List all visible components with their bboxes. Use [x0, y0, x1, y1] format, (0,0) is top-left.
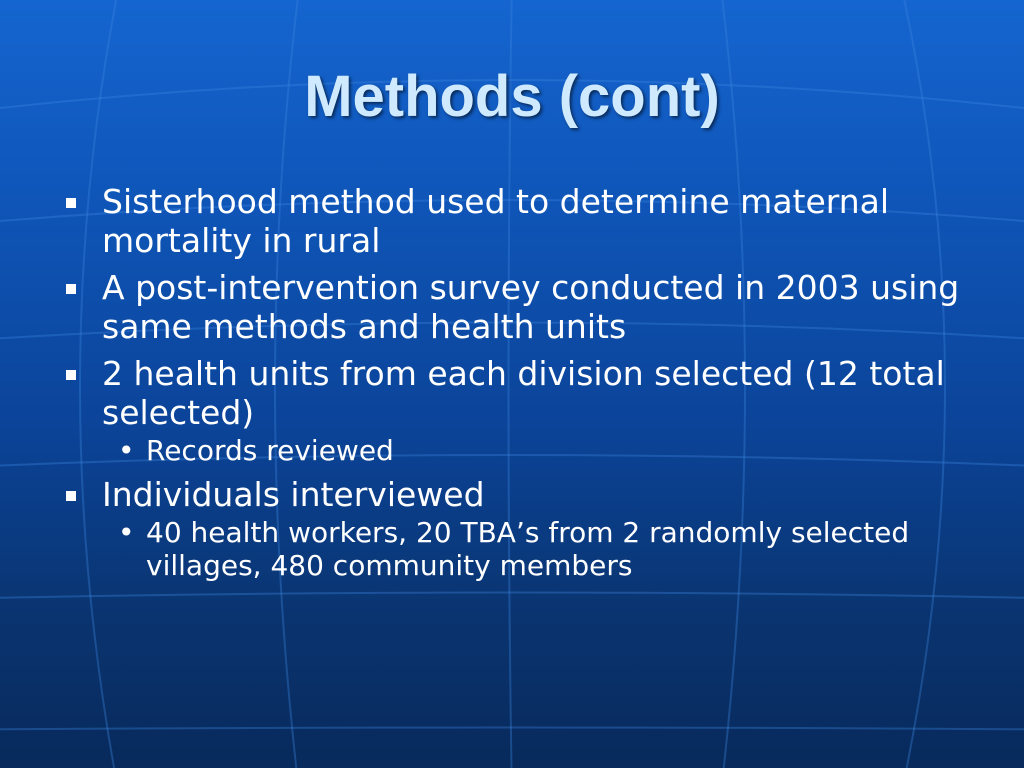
- sub-bullet-item: [60, 516, 960, 582]
- slide-title: Methods (cont): [304, 64, 720, 129]
- bullet-text: A post-intervention survey conducted in 2003 using same methods and health units: [102, 268, 960, 346]
- bullet-text: Sisterhood method used to determine maternal mortality in rural: [102, 182, 890, 260]
- bullet-list: [60, 182, 960, 590]
- bullet-item: [60, 475, 960, 514]
- sub-bullet-item: [60, 434, 960, 467]
- bullet-item: [60, 268, 960, 346]
- bullet-item: [60, 182, 960, 260]
- square-bullet-icon: [66, 198, 76, 208]
- bullet-text: Individuals interviewed: [102, 475, 485, 514]
- square-bullet-icon: [66, 284, 76, 294]
- square-bullet-icon: [66, 370, 76, 380]
- bullet-item: [60, 354, 960, 432]
- round-dot-bullet-icon: •: [118, 434, 135, 467]
- square-bullet-icon: [66, 491, 76, 501]
- round-dot-bullet-icon: •: [118, 516, 135, 549]
- sub-bullet-text: 40 health workers, 20 TBA’s from 2 randomly selected villages, 480 community members: [146, 516, 910, 582]
- bullet-text: 2 health units from each division selected (12 total selected): [102, 354, 945, 432]
- sub-bullet-text: Records reviewed: [146, 434, 394, 467]
